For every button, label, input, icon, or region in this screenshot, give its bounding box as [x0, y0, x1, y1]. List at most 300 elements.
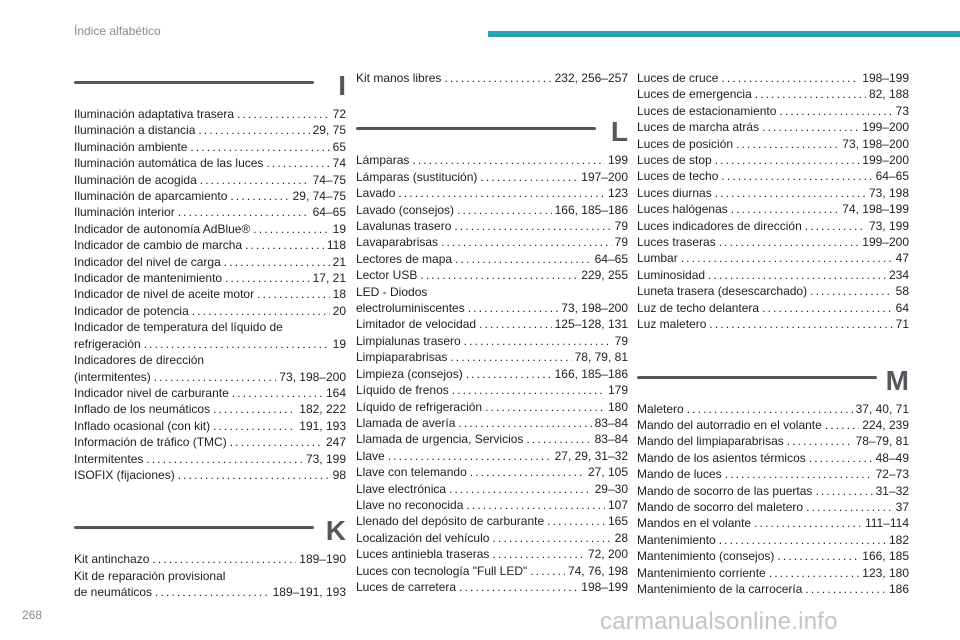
entry-leader-dots: [230, 188, 289, 204]
entry-pages: 31–32: [875, 483, 909, 498]
entry-leader-dots: [155, 584, 270, 600]
entry-pages: 71: [895, 317, 909, 332]
entry-leader-dots: [681, 250, 893, 266]
index-entry[interactable]: [74, 221, 346, 237]
entry-term: Mantenimiento de la carrocería: [637, 581, 803, 596]
entry-leader-dots: [721, 168, 872, 184]
entry-term: Luces traseras: [637, 235, 716, 250]
entry-leader-dots: [200, 172, 310, 188]
entry-leader-dots: [452, 382, 605, 398]
entry-pages: 29, 74–75: [292, 189, 346, 204]
entry-leader-dots: [468, 300, 559, 316]
index-entry[interactable]: [356, 349, 628, 365]
entry-pages: 73, 198–200: [842, 136, 909, 151]
entry-pages: 234: [888, 267, 909, 282]
index-entry[interactable]: [637, 218, 909, 234]
entry-term: Luces halógenas: [637, 202, 728, 217]
index-entry[interactable]: [356, 431, 628, 447]
watermark: carmanualsonline.info: [600, 608, 838, 635]
index-entry: [74, 369, 346, 385]
entry-leader-dots: [492, 530, 611, 546]
entry-term: electroluminiscentes: [356, 301, 465, 316]
index-entry[interactable]: [637, 450, 909, 466]
index-entry[interactable]: [356, 563, 628, 579]
entry-term: Luces de cruce: [637, 71, 719, 85]
section-gap: [356, 86, 628, 116]
index-entry[interactable]: [637, 86, 909, 102]
index-entry[interactable]: [74, 451, 346, 467]
entry-list: [637, 70, 909, 333]
entry-leader-dots: [825, 417, 859, 433]
index-entry[interactable]: [356, 234, 628, 250]
entry-pages: 64–65: [312, 205, 346, 220]
section-header-m: [637, 365, 909, 399]
index-entry[interactable]: [637, 499, 909, 515]
entry-pages: 199–200: [862, 153, 909, 168]
index-entry[interactable]: [74, 155, 346, 171]
index-column-1: [74, 70, 346, 601]
index-entry-multiline[interactable]: [74, 319, 346, 352]
entry-pages: 73, 198: [868, 185, 909, 200]
entry-term: Iluminación a distancia: [74, 123, 196, 138]
index-entry[interactable]: [637, 300, 909, 316]
entry-leader-dots: [388, 448, 552, 464]
entry-term: Indicador de nivel de aceite motor: [74, 287, 255, 302]
entry-term: Lavado: [356, 186, 396, 201]
entry-leader-dots: [144, 336, 330, 352]
entry-pages: 79: [614, 235, 628, 250]
entry-pages: 224, 239: [862, 417, 909, 432]
entry-leader-dots: [213, 401, 296, 417]
index-entry[interactable]: [356, 70, 628, 86]
index-entry-multiline[interactable]: [74, 352, 346, 385]
index-entry[interactable]: [356, 513, 628, 529]
index-entry[interactable]: [637, 201, 909, 217]
entry-pages: 72–73: [875, 467, 909, 482]
entry-term: Luces de techo: [637, 169, 719, 184]
entry-pages: 83–84: [594, 432, 628, 447]
index-entry[interactable]: [637, 250, 909, 266]
entry-term: Limpieza (consejos): [356, 366, 463, 381]
entry-leader-dots: [444, 70, 551, 86]
section-rule: [637, 376, 877, 379]
entry-pages: 229, 255: [581, 268, 628, 283]
entry-leader-dots: [815, 483, 872, 499]
index-entry[interactable]: [637, 401, 909, 417]
entry-term-line: LED - Diodos: [356, 284, 428, 299]
entry-pages: 166, 185: [862, 549, 909, 564]
entry-term: Kit antinchazo: [74, 552, 150, 567]
entry-term: Iluminación de aparcamiento: [74, 189, 228, 204]
index-entry[interactable]: [356, 579, 628, 595]
entry-term: Mantenimiento corriente: [637, 565, 766, 580]
entry-pages: 198–199: [862, 71, 909, 85]
entry-pages: 189–191, 193: [272, 585, 346, 600]
entry-pages: 28: [614, 530, 628, 545]
entry-list: [356, 70, 628, 86]
entry-term: Llave electrónica: [356, 481, 447, 496]
entry-leader-dots: [459, 579, 578, 595]
entry-pages: 232, 256–257: [554, 71, 628, 85]
entry-term-line: Kit de reparación provisional: [74, 568, 226, 583]
index-entry[interactable]: [74, 551, 346, 567]
header-accent-bar: [488, 31, 960, 37]
entry-leader-dots: [754, 515, 862, 531]
entry-pages: 107: [607, 497, 628, 512]
index-entry[interactable]: [637, 316, 909, 332]
entry-leader-dots: [762, 119, 859, 135]
index-entry[interactable]: [74, 122, 346, 138]
entry-term: Limpiaparabrisas: [356, 350, 448, 365]
entry-list: [356, 316, 628, 595]
entry-term: Kit manos libres: [356, 71, 442, 85]
entry-leader-dots: [420, 267, 578, 283]
entry-pages: 29–30: [594, 481, 628, 496]
entry-pages: 64–65: [594, 251, 628, 266]
entry-leader-dots: [715, 152, 860, 168]
section-rule: [356, 127, 596, 130]
entry-leader-dots: [454, 218, 611, 234]
entry-leader-dots: [230, 434, 323, 450]
entry-list: [74, 551, 346, 567]
entry-list: [74, 106, 346, 319]
entry-leader-dots: [266, 155, 329, 171]
entry-term: Luneta trasera (desescarchado): [637, 284, 808, 299]
page-number: 268: [22, 608, 43, 622]
entry-pages: 64: [895, 300, 909, 315]
index-column-3: [637, 70, 909, 597]
entry-leader-dots: [719, 532, 886, 548]
index-entry[interactable]: [637, 548, 909, 564]
entry-term: Luces indicadores de dirección: [637, 218, 802, 233]
index-entry[interactable]: [637, 515, 909, 531]
index-entry[interactable]: [637, 70, 909, 86]
entry-term: Lavaparabrisas: [356, 235, 439, 250]
entry-term: Lámparas (sustitución): [356, 169, 478, 184]
entry-term: Indicador de cambio de marcha: [74, 238, 243, 253]
entry-pages: 48–49: [875, 450, 909, 465]
page-header-title: Índice alfabético: [74, 24, 161, 38]
entry-leader-dots: [805, 581, 886, 597]
index-entry[interactable]: [637, 119, 909, 135]
entry-term: Llave: [356, 448, 385, 463]
entry-term: Iluminación de acogida: [74, 172, 197, 187]
index-entry[interactable]: [356, 202, 628, 218]
entry-leader-dots: [398, 185, 605, 201]
entry-pages: 72, 200: [587, 547, 628, 562]
entry-leader-dots: [237, 106, 330, 122]
entry-leader-dots: [687, 401, 853, 417]
index-entry[interactable]: [637, 417, 909, 433]
entry-list: [356, 152, 628, 283]
index-entry[interactable]: [74, 434, 346, 450]
entry-pages: 72: [332, 107, 346, 121]
index-entry[interactable]: [637, 267, 909, 283]
index-entry[interactable]: [74, 204, 346, 220]
index-entry[interactable]: [637, 532, 909, 548]
section-gap: [637, 333, 909, 365]
entry-pages: 19: [332, 221, 346, 236]
entry-term: Iluminación interior: [74, 205, 175, 220]
entry-term: Lectores de mapa: [356, 251, 453, 266]
entry-term: Luces con tecnología "Full LED": [356, 563, 528, 578]
entry-term: Inflado ocasional (con kit): [74, 418, 211, 433]
entry-pages: 164: [325, 385, 346, 400]
entry-pages: 197–200: [581, 169, 628, 184]
entry-pages: 20: [332, 303, 346, 318]
entry-pages: 78–79, 81: [855, 434, 909, 449]
entry-pages: 73, 199: [868, 218, 909, 233]
entry-pages: 123: [607, 186, 628, 201]
index-entry[interactable]: [637, 565, 909, 581]
entry-pages: 73, 198–200: [279, 369, 346, 384]
index-column-2: [356, 70, 628, 595]
entry-pages: 125–128, 131: [554, 317, 628, 332]
entry-leader-dots: [178, 204, 310, 220]
entry-leader-dots: [485, 399, 605, 415]
entry-term: Mando del limpiaparabrisas: [637, 434, 784, 449]
section-header-k: [74, 515, 346, 549]
entry-leader-dots: [762, 300, 893, 316]
entry-leader-dots: [492, 546, 585, 562]
entry-term: Mando de luces: [637, 467, 722, 482]
entry-term: Mando del autorradio en el volante: [637, 417, 822, 432]
entry-leader-dots: [457, 202, 552, 218]
entry-pages: 247: [325, 435, 346, 450]
entry-pages: 118: [326, 238, 346, 253]
entry-pages: 47: [895, 251, 909, 266]
entry-leader-dots: [466, 366, 552, 382]
entry-pages: 74, 198–199: [842, 202, 909, 217]
entry-pages: 199–200: [862, 120, 909, 135]
entry-pages: 65: [332, 139, 346, 154]
entry-leader-dots: [225, 270, 310, 286]
entry-leader-dots: [769, 565, 860, 581]
entry-term: refrigeración: [74, 336, 141, 351]
entry-leader-dots: [192, 303, 330, 319]
entry-leader-dots: [809, 450, 873, 466]
entry-pages: 189–190: [299, 552, 346, 567]
index-entry[interactable]: [356, 546, 628, 562]
index-entry-multiline[interactable]: [356, 284, 628, 317]
index-entry[interactable]: [74, 188, 346, 204]
index-entry[interactable]: [356, 185, 628, 201]
entry-pages: 27, 105: [587, 465, 628, 480]
index-entry[interactable]: [356, 366, 628, 382]
entry-pages: 82, 188: [868, 87, 909, 102]
entry-term: Localización del vehículo: [356, 530, 490, 545]
entry-pages: 78, 79, 81: [574, 350, 628, 365]
index-entry: [74, 584, 346, 600]
entry-term: Luminosidad: [637, 267, 706, 282]
index-entry[interactable]: [637, 136, 909, 152]
entry-term: Inflado de los neumáticos: [74, 402, 211, 417]
index-entry[interactable]: [356, 169, 628, 185]
entry-pages: 74, 76, 198: [567, 563, 628, 578]
entry-term: Luces diurnas: [637, 185, 712, 200]
index-entry[interactable]: [637, 152, 909, 168]
index-entry[interactable]: [637, 466, 909, 482]
entry-pages: 166, 185–186: [554, 202, 628, 217]
index-entry[interactable]: [74, 418, 346, 434]
index-entry[interactable]: [356, 464, 628, 480]
entry-pages: 37, 40, 71: [855, 401, 909, 416]
entry-pages: 123, 180: [862, 565, 909, 580]
entry-leader-dots: [198, 122, 309, 138]
entry-pages: 37: [895, 499, 909, 514]
entry-list: [74, 385, 346, 483]
index-entry[interactable]: [356, 481, 628, 497]
entry-leader-dots: [470, 464, 585, 480]
entry-pages: 182, 222: [299, 402, 346, 417]
entry-leader-dots: [721, 70, 859, 86]
index-entry[interactable]: [74, 139, 346, 155]
entry-term: Llave con telemando: [356, 465, 467, 480]
entry-term: Luces de carretera: [356, 579, 457, 594]
entry-leader-dots: [725, 466, 873, 482]
entry-pages: 199–200: [862, 235, 909, 250]
entry-leader-dots: [466, 497, 605, 513]
section-gap: [74, 483, 346, 515]
index-entry[interactable]: [356, 399, 628, 415]
entry-leader-dots: [152, 551, 296, 567]
entry-leader-dots: [455, 251, 592, 267]
index-entry[interactable]: [356, 316, 628, 332]
index-entry[interactable]: [74, 303, 346, 319]
index-entry[interactable]: [74, 172, 346, 188]
index-entry[interactable]: [637, 433, 909, 449]
entry-pages: 111–114: [864, 516, 909, 531]
index-entry[interactable]: [74, 467, 346, 483]
index-entry[interactable]: [356, 530, 628, 546]
entry-leader-dots: [232, 385, 323, 401]
index-entry[interactable]: [637, 234, 909, 250]
entry-pages: 180: [607, 399, 628, 414]
entry-term: Lavado (consejos): [356, 202, 455, 217]
entry-leader-dots: [736, 136, 839, 152]
entry-pages: 198–199: [581, 579, 628, 594]
entry-leader-dots: [213, 418, 296, 434]
index-entry[interactable]: [356, 267, 628, 283]
entry-pages: 199: [607, 153, 628, 168]
index-entry[interactable]: [356, 382, 628, 398]
entry-leader-dots: [731, 201, 840, 217]
index-entry[interactable]: [637, 283, 909, 299]
index-entry[interactable]: [637, 168, 909, 184]
entry-term: Luz maletero: [637, 317, 707, 332]
entry-pages: 27, 29, 31–32: [554, 448, 628, 463]
index-entry[interactable]: [74, 286, 346, 302]
index-entry[interactable]: [637, 185, 909, 201]
entry-term: Luces de estacionamiento: [637, 103, 777, 118]
entry-pages: 166, 185–186: [554, 366, 628, 381]
index-entry[interactable]: [356, 497, 628, 513]
entry-term: Indicador de potencia: [74, 303, 189, 318]
entry-term: Llave no reconocida: [356, 497, 464, 512]
entry-leader-dots: [253, 221, 329, 237]
entry-pages: 83–84: [594, 415, 628, 430]
section-rule: [74, 526, 314, 529]
entry-term: Indicador de autonomía AdBlue®: [74, 221, 251, 236]
entry-pages: 186: [888, 581, 909, 596]
entry-leader-dots: [709, 316, 892, 332]
index-entry[interactable]: [356, 448, 628, 464]
entry-term: Mandos en el volante: [637, 516, 752, 531]
index-entry[interactable]: [74, 401, 346, 417]
index-entry[interactable]: [74, 106, 346, 122]
index-entry[interactable]: [74, 270, 346, 286]
entry-pages: 21: [332, 254, 346, 269]
entry-term: Luces antiniebla traseras: [356, 547, 490, 562]
index-entry[interactable]: [74, 385, 346, 401]
index-entry[interactable]: [637, 581, 909, 597]
entry-leader-dots: [245, 237, 324, 253]
entry-pages: 179: [607, 383, 628, 398]
entry-leader-dots: [154, 369, 277, 385]
entry-pages: 29, 75: [312, 123, 346, 138]
index-entry[interactable]: [356, 333, 628, 349]
entry-term: Iluminación adaptativa trasera: [74, 107, 235, 121]
entry-leader-dots: [257, 286, 330, 302]
entry-leader-dots: [480, 169, 578, 185]
entry-term: Indicador del nivel de carga: [74, 254, 221, 269]
entry-leader-dots: [479, 316, 552, 332]
entry-term: Lumbar: [637, 251, 678, 266]
entry-leader-dots: [441, 234, 612, 250]
entry-term: (intermitentes): [74, 369, 151, 384]
index-entry[interactable]: [356, 218, 628, 234]
index-entry[interactable]: [356, 415, 628, 431]
section-letter: K: [325, 515, 346, 547]
entry-leader-dots: [805, 218, 866, 234]
entry-leader-dots: [412, 152, 605, 168]
index-entry-multiline[interactable]: [74, 568, 346, 601]
entry-term: Limpialunas trasero: [356, 333, 461, 348]
entry-term: Luces de emergencia: [637, 87, 752, 102]
entry-pages: 73: [895, 103, 909, 118]
entry-pages: 73, 198–200: [561, 301, 628, 316]
entry-pages: 19: [332, 336, 346, 351]
index-entry[interactable]: [356, 152, 628, 168]
entry-leader-dots: [449, 481, 592, 497]
index-entry[interactable]: [74, 254, 346, 270]
index-entry[interactable]: [637, 103, 909, 119]
entry-term: Mantenimiento (consejos): [637, 549, 775, 564]
entry-leader-dots: [779, 103, 892, 119]
entry-term-line: Indicador de temperatura del líquido de: [74, 320, 283, 335]
entry-list: [637, 401, 909, 598]
entry-leader-dots: [450, 349, 571, 365]
entry-term: Mando de socorro del maletero: [637, 499, 804, 514]
index-entry[interactable]: [356, 251, 628, 267]
entry-pages: 74: [332, 156, 346, 171]
entry-leader-dots: [190, 139, 329, 155]
section-letter: I: [338, 70, 346, 101]
entry-leader-dots: [530, 563, 565, 579]
entry-leader-dots: [719, 234, 860, 250]
entry-term: Lector USB: [356, 268, 418, 283]
entry-term: de neumáticos: [74, 585, 153, 600]
entry-pages: 73, 199: [305, 451, 346, 466]
entry-pages: 18: [332, 287, 346, 302]
section-rule: [74, 81, 314, 84]
index-entry[interactable]: [637, 483, 909, 499]
entry-leader-dots: [708, 267, 886, 283]
entry-term: Llamada de avería: [356, 415, 456, 430]
entry-term: Intermitentes: [74, 451, 144, 466]
section-header-l: [356, 116, 628, 150]
index-entry[interactable]: [74, 237, 346, 253]
